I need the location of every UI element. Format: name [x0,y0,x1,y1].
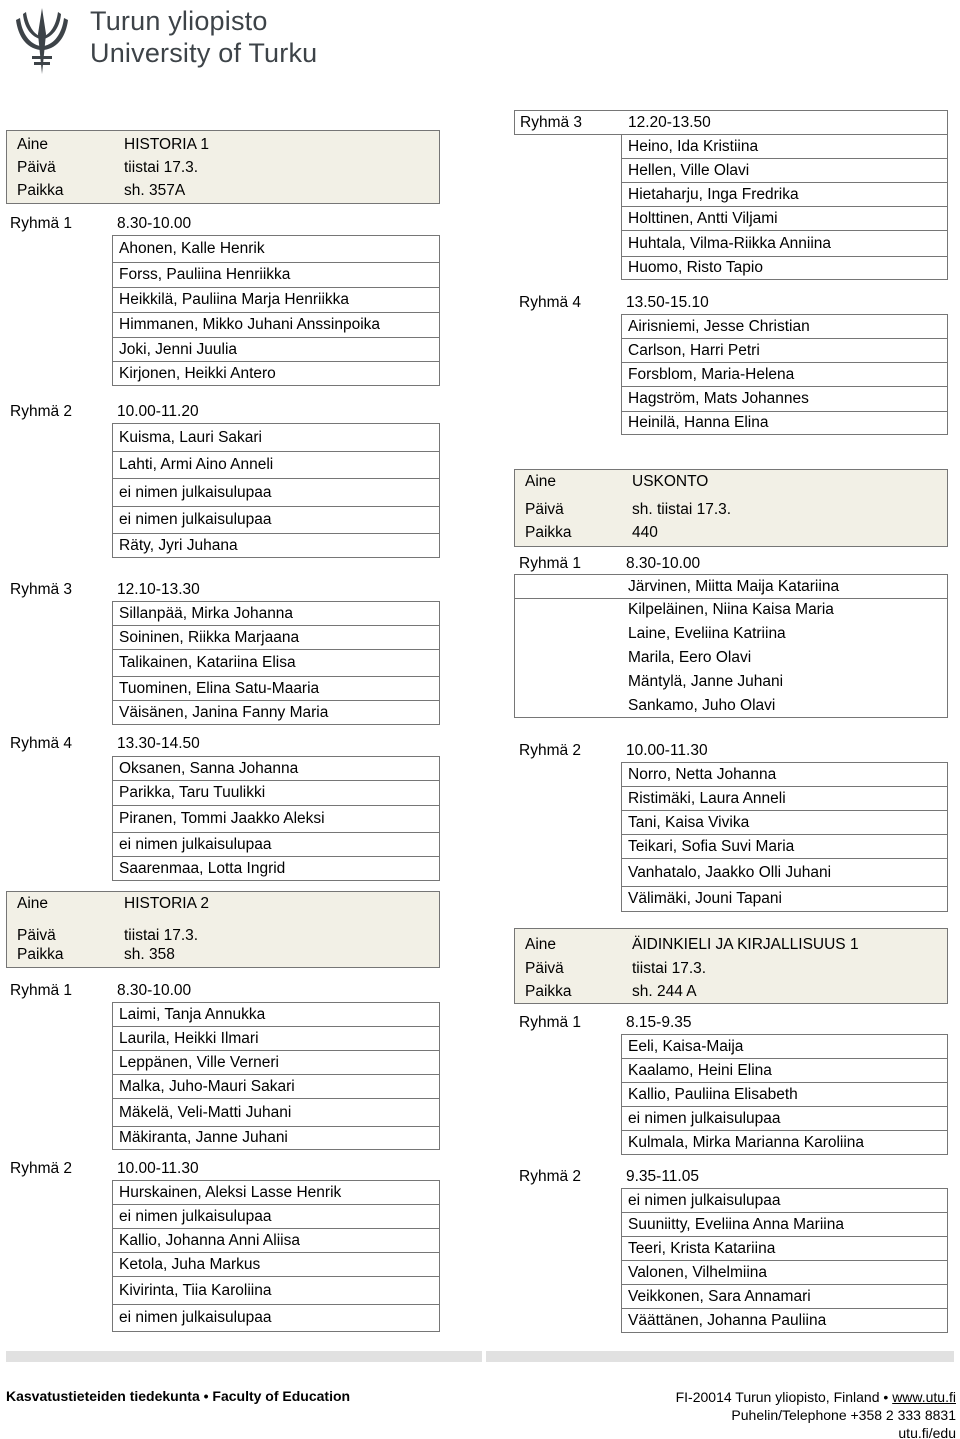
list-item: Kaalamo, Heini Elina [622,1059,947,1083]
list-item: ei nimen julkaisulupaa [113,1305,439,1332]
student-list [621,314,948,435]
list-item: Kallio, Pauliina Elisabeth [622,1083,947,1107]
list-item: Forsblom, Maria-Helena [622,363,947,387]
student-list [514,574,948,599]
list-item: Forss, Pauliina Henriikka [113,263,439,288]
list-item: Vanhatalo, Jaakko Olli Juhani [622,859,947,887]
student-list [621,1188,948,1333]
faculty-web-link[interactable]: utu.fi/edu [898,1425,956,1439]
list-item: Saarenmaa, Lotta Ingrid [113,857,439,881]
list-item: Kuisma, Lauri Sakari [113,424,439,452]
list-item: Veikkonen, Sara Annamari [622,1285,947,1309]
list-item: Valonen, Vilhelmiina [622,1261,947,1285]
list-item: Ahonen, Kalle Henrik [113,236,439,263]
list-item: Himmanen, Mikko Juhani Anssinpoika [113,313,439,338]
course-info-uskonto [514,469,948,547]
list-item: Kivirinta, Tiia Karoliina [113,1277,439,1305]
list-item: ei nimen julkaisulupaa [113,507,439,534]
student-list [621,1034,948,1155]
list-item: Sankamo, Juho Olavi [515,694,947,718]
list-item: Norro, Netta Johanna [622,763,947,787]
student-list [112,235,440,386]
list-item: Piranen, Tommi Jaakko Aleksi [113,806,439,833]
list-item: Carlson, Harri Petri [622,339,947,363]
student-list [514,598,948,718]
room-value: sh. 358 [124,946,175,963]
list-item: Suuniitty, Eveliina Anna Mariina [622,1213,947,1237]
list-item: ei nimen julkaisulupaa [113,479,439,507]
group-heading: Ryhmä 4 13.50-15.10 [519,294,709,311]
room-value: sh. 357A [124,182,186,199]
group-heading: Ryhmä 2 10.00-11.30 [519,742,708,759]
day-value: tiistai 17.3. [124,927,199,944]
list-item: Ketola, Juha Markus [113,1253,439,1277]
list-item: Malka, Juho-Mauri Sakari [113,1075,439,1099]
room-label: Paikka [17,182,64,199]
group-heading: Ryhmä 1 8.15-9.35 [519,1014,692,1031]
course-info-historia-1 [6,130,440,204]
list-item: Hagström, Mats Johannes [622,387,947,412]
subject-value: USKONTO [632,473,709,490]
subject-label: Aine [525,473,557,490]
list-item: Heikkilä, Pauliina Marja Henriikka [113,288,439,313]
student-list [112,601,440,725]
day-label: Päivä [525,501,564,518]
list-item: Laurila, Heikki Ilmari [113,1027,439,1051]
list-item: Sillanpää, Mirka Johanna [113,602,439,626]
day-label: Päivä [17,159,56,176]
list-item: Huomo, Risto Tapio [622,257,947,280]
list-item: Kirjonen, Heikki Antero [113,362,439,386]
list-item: Kallio, Johanna Anni Aliisa [113,1229,439,1253]
list-item: Parikka, Taru Tuulikki [113,781,439,806]
list-item: Joki, Jenni Juulia [113,338,439,362]
list-item: ei nimen julkaisulupaa [113,833,439,857]
university-logo [12,4,318,80]
student-list [112,1180,440,1332]
student-list [112,756,440,881]
list-item: Räty, Jyri Juhana [113,534,439,558]
list-item: Teikari, Sofia Suvi Maria [622,835,947,859]
list-item: ei nimen julkaisulupaa [622,1107,947,1131]
student-list [621,134,948,280]
subject-label: Aine [525,936,557,953]
group-heading: Ryhmä 1 8.30-10.00 [10,982,192,999]
list-item: Soininen, Riikka Marjaana [113,626,439,650]
list-item: Hurskainen, Aleksi Lasse Henrik [113,1181,439,1205]
page-footer [0,1350,960,1439]
list-item: Kilpeläinen, Niina Kaisa Maria [628,601,834,618]
day-value: tiistai 17.3. [632,960,707,977]
list-item: Hietaharju, Inga Fredrika [622,183,947,207]
list-item: Oksanen, Sanna Johanna [113,757,439,781]
university-name-en: University of Turku [90,38,318,68]
list-item: Kulmala, Mirka Marianna Karoliina [622,1131,947,1155]
day-label: Päivä [17,927,56,944]
subject-label: Aine [17,895,49,912]
contact-info [676,1388,956,1439]
group-box [514,110,948,135]
day-label: Päivä [525,960,564,977]
group-heading: Ryhmä 2 9.35-11.05 [519,1168,699,1185]
postal-address: FI-20014 Turun yliopisto, Finland • [675,1389,893,1405]
list-item: Väisänen, Janina Fanny Maria [113,701,439,725]
subject-label: Aine [17,136,49,153]
room-label: Paikka [525,983,572,1000]
list-item: Välimäki, Jouni Tapani [622,887,947,912]
list-item: Ristimäki, Laura Anneli [622,787,947,811]
footer-divider [6,1351,482,1362]
room-label: Paikka [525,524,572,541]
list-item: Holttinen, Antti Viljami [622,207,947,231]
list-item: Laine, Eveliina Katriina [628,625,786,642]
course-info-historia-2 [6,891,440,968]
course-info-aidinkieli [514,928,948,1004]
subject-value: HISTORIA 1 [124,136,209,153]
list-item: Leppänen, Ville Verneri [113,1051,439,1075]
list-item: Heino, Ida Kristiina [622,135,947,159]
subject-value: ÄIDINKIELI JA KIRJALLISUUS 1 [632,936,859,953]
list-item: Heinilä, Hanna Elina [622,412,947,435]
room-label: Paikka [17,946,64,963]
room-value: sh. 244 A [632,983,697,1000]
group-heading: Ryhmä 1 8.30-10.00 [519,555,701,572]
group-heading: Ryhmä 3 12.20-13.50 [515,111,947,135]
list-item: Teeri, Krista Katariina [622,1237,947,1261]
student-list [112,423,440,558]
list-item: Marila, Eero Olavi [628,649,752,666]
subject-value: HISTORIA 2 [124,895,209,912]
group-heading: Ryhmä 2 10.00-11.30 [10,1160,199,1177]
list-item: Lahti, Armi Aino Anneli [113,452,439,479]
group-heading: Ryhmä 3 12.10-13.30 [10,581,200,598]
group-heading: Ryhmä 2 10.00-11.20 [10,403,199,420]
list-item: Eeli, Kaisa-Maija [622,1035,947,1059]
list-item: Tuominen, Elina Satu-Maaria [113,677,439,701]
list-item: Huhtala, Vilma-Riikka Anniina [622,231,947,257]
list-item: Talikainen, Katariina Elisa [113,650,439,677]
student-list [112,1002,440,1150]
group-heading: Ryhmä 1 8.30-10.00 [10,215,192,232]
list-item: Mäntylä, Janne Juhani [628,673,784,690]
faculty-name: Kasvatustieteiden tiedekunta • Faculty of Education [6,1388,351,1404]
university-name-fi: Turun yliopisto [90,6,268,36]
list-item: Airisniemi, Jesse Christian [622,315,947,339]
list-item: Mäkelä, Veli-Matti Juhani [113,1099,439,1127]
day-value: tiistai 17.3. [124,159,199,176]
group-heading: Ryhmä 4 13.30-14.50 [10,735,200,752]
phone-number: Puhelin/Telephone +358 2 333 8831 [731,1407,956,1423]
list-item: ei nimen julkaisulupaa [622,1189,947,1213]
list-item: ei nimen julkaisulupaa [113,1205,439,1229]
website-link[interactable]: www.utu.fi [892,1389,956,1405]
day-value: sh. tiistai 17.3. [632,501,732,518]
list-item: Järvinen, Miitta Maija Katariina [515,575,947,599]
list-item: Mäkiranta, Janne Juhani [113,1127,439,1150]
room-value: 440 [632,524,658,541]
list-item: Väättänen, Johanna Pauliina [622,1309,947,1333]
student-list [621,762,948,912]
list-item: Hellen, Ville Olavi [622,159,947,183]
list-item: Laimi, Tanja Annukka [113,1003,439,1027]
footer-divider [486,1351,954,1362]
university-emblem-icon [12,4,72,76]
list-item: Tani, Kaisa Vivika [622,811,947,835]
